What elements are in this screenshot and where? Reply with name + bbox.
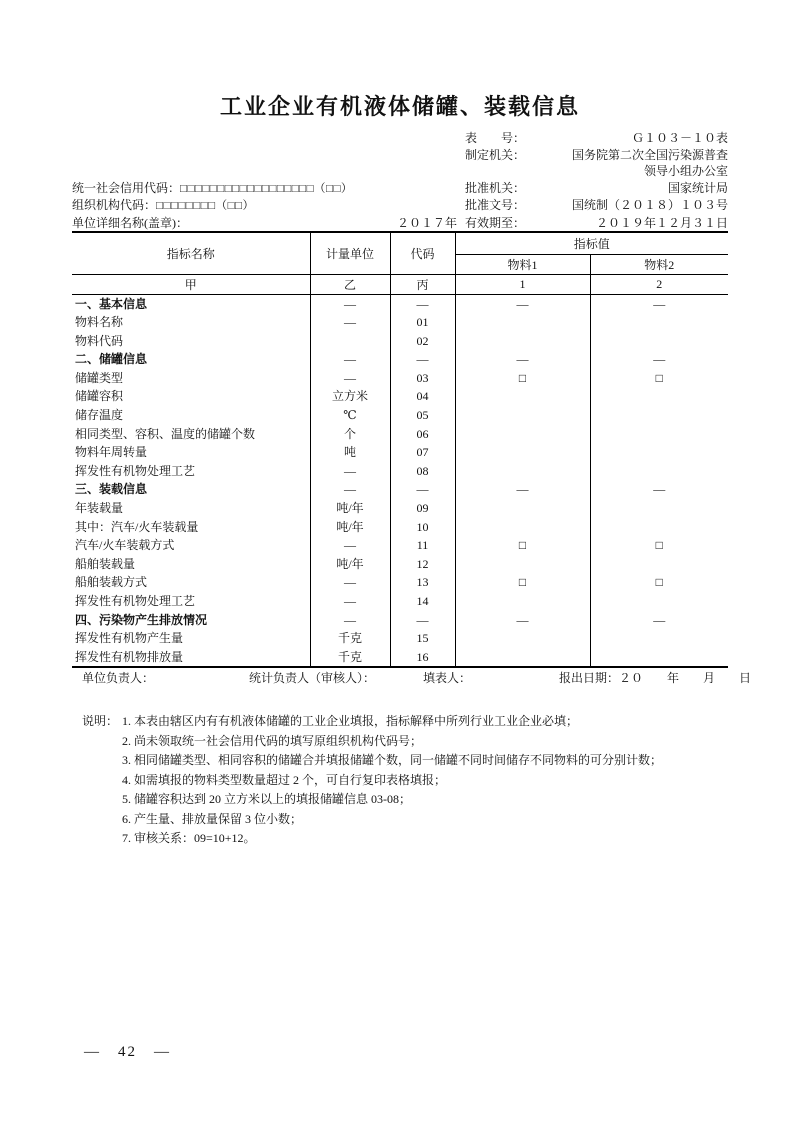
unit-cell: 吨/年 [310,499,390,518]
unit-head-label: 单位负责人： [82,671,155,686]
unit-cell: ℃ [310,406,390,425]
unit-cell: — [310,573,390,592]
meta-left-spacer [72,163,465,180]
code-cell: — [390,350,455,369]
col1-cell: 1 [455,274,590,294]
credit-code-label: 统一社会信用代码： [72,180,181,195]
material2-value-cell [590,443,728,462]
unit-cell: — [310,350,390,369]
org-code-label: 组织机构代码： [72,198,157,212]
header-row-1 [72,232,728,254]
material1-value-cell [455,648,590,668]
table-row [72,332,728,351]
indicator-name-cell: 二、储罐信息 [72,350,310,369]
credit-code-boxes: □□□□□□□□□□□□□□□□□□（□□） [180,182,353,195]
material2-value-cell [590,313,728,332]
material1-value-cell [455,425,590,444]
notes-label: 说明： [82,714,119,729]
signature-row [72,668,752,689]
col-header-unit: 计量单位 [310,232,390,274]
code-cell: — [390,611,455,630]
form-number-label: 表 号： [465,131,526,145]
stats-head-label: 统计负责人（审核人）： [249,671,376,686]
unit-cell: — [310,294,390,313]
unit-cell: 千克 [310,629,390,648]
validity-value: ２０１９年１２月３１日 [595,215,728,230]
indicator-name-cell: 相同类型、容积、温度的储罐个数 [72,425,310,444]
material2-value-cell [590,592,728,611]
table-row [72,387,728,406]
unit-cell: — [310,611,390,630]
issuing-agency-value-line2: 领导小组办公室 [643,164,728,178]
note-item: 3. 相同储罐类型、相同容积的储罐合并填报储罐个数，同一储罐不同时间储存不同物料的可分别计数； [122,753,663,768]
indicator-name-cell: 储罐容积 [72,387,310,406]
form-meta [72,130,728,231]
notes-section [82,712,728,849]
table-row [72,499,728,518]
org-code-line [72,197,465,215]
meta-left-spacer [72,147,465,164]
indicator-name-cell: 年装载量 [72,499,310,518]
material1-value-cell: — [455,350,590,369]
unit-cell: 个 [310,425,390,444]
indicator-name-cell: 储存温度 [72,406,310,425]
unit-cell: 吨 [310,443,390,462]
table-row [72,536,728,555]
code-cell: 16 [390,648,455,668]
unit-cell: — [310,480,390,499]
header-row-jia [72,274,728,294]
code-cell: — [390,294,455,313]
table-row [72,425,728,444]
note-item: 5. 储罐容积达到 20 立方米以上的填报储罐信息 03-08； [122,792,411,807]
code-cell: 15 [390,629,455,648]
material2-value-cell: □ [655,370,663,385]
report-year: ２０１７年 [396,215,457,230]
yi-cell: 乙 [310,274,390,294]
form-number-value: Ｇ１０３－１０表 [631,131,728,145]
note-item: 4. 如需填报的物料类型数量超过 2 个，可自行复印表格填报； [122,772,447,787]
code-cell: 04 [390,387,455,406]
table-row [72,611,728,630]
issuing-agency-value: 国务院第二次全国污染源普查 [571,147,728,162]
issuing-agency-label: 制定机关： [465,147,526,162]
material1-value-cell [455,592,590,611]
unit-cell: — [310,462,390,481]
unit-cell: 吨/年 [310,555,390,574]
material1-value-cell: □ [455,536,590,555]
material1-value-cell [455,499,590,518]
note-item: 7. 审核关系：09=10+12。 [122,831,256,846]
code-cell: 11 [390,536,455,555]
table-row [72,462,728,481]
material1-value-cell [455,555,590,574]
material1-value-cell [455,406,590,425]
material1-value-cell [455,313,590,332]
material1-value-cell [455,462,590,481]
unit-cell: 立方米 [310,387,390,406]
material1-value-cell [455,518,590,537]
indicator-name-cell: 一、基本信息 [72,294,310,313]
table-row [72,518,728,537]
page-title: 工业企业有机液体储罐、装载信息 [219,94,580,119]
bing-cell: 丙 [390,274,455,294]
table-row [72,443,728,462]
material2-value-cell: — [653,612,666,627]
jia-cell: 甲 [72,274,310,294]
table-row [72,573,728,592]
code-cell: 03 [390,369,455,388]
indicator-name-cell: 物料名称 [72,313,310,332]
table-row [72,369,728,388]
unit-cell: — [310,369,390,388]
notes-list [122,712,728,849]
indicator-name-cell: 挥发性有机物产生量 [72,629,310,648]
code-cell: 14 [390,592,455,611]
unit-cell: — [310,313,390,332]
material2-value-cell: — [653,482,666,497]
material1-value-cell: — [455,480,590,499]
table-row [72,350,728,369]
indicator-name-cell: 挥发性有机物处理工艺 [72,462,310,481]
material2-value-cell [590,499,728,518]
approval-doc-label: 批准文号： [465,198,526,212]
material2-value-cell [590,332,728,351]
material2-value-cell [590,555,728,574]
code-cell: 07 [390,443,455,462]
table-row [72,313,728,332]
col-header-indicator: 指标名称 [72,232,310,274]
code-cell: 09 [390,499,455,518]
indicator-name-cell: 四、污染物产生排放情况 [72,611,310,630]
meta-row-issuing-agency-line2 [72,163,728,180]
indicator-name-cell: 汽车/火车装载方式 [72,536,310,555]
table-row [72,480,728,499]
table-row [72,555,728,574]
code-cell: 05 [390,406,455,425]
indicator-name-cell: 物料代码 [72,332,310,351]
issuing-agency-label2 [465,163,543,180]
unit-name-label: 单位详细名称(盖章)： [72,215,188,230]
unit-cell: 吨/年 [310,518,390,537]
approval-agency-label: 批准机关： [465,180,526,195]
material1-value-cell [455,443,590,462]
material2-value-cell: □ [655,575,663,590]
approval-agency-value: 国家统计局 [667,180,728,195]
material2-value-cell [590,425,728,444]
material2-value-cell: — [653,296,666,311]
meta-row-credit-code [72,180,728,198]
indicator-name-cell: 挥发性有机物处理工艺 [72,592,310,611]
unit-cell: — [310,536,390,555]
code-cell: 10 [390,518,455,537]
material2-value-cell [590,629,728,648]
material1-value-cell: — [455,294,590,313]
material1-value-cell [455,332,590,351]
note-item: 1. 本表由辖区内有有机液体储罐的工业企业填报，指标解释中所列行业工业企业必填； [122,714,579,729]
col-header-material2: 物料2 [590,254,728,274]
table-row [72,648,728,668]
indicator-name-cell: 船舶装载方式 [72,573,310,592]
validity-label: 有效期至： [465,215,526,230]
unit-cell: — [310,592,390,611]
org-code-boxes: □□□□□□□□（□□） [156,200,255,212]
unit-cell [310,332,390,351]
material2-value-cell [590,518,728,537]
material2-value-cell [590,406,728,425]
material1-value-cell: □ [455,369,590,388]
col-header-code: 代码 [390,232,455,274]
material2-value-cell [590,648,728,668]
indicator-name-cell: 储罐类型 [72,369,310,388]
material1-value-cell [455,629,590,648]
approval-doc-value: 国统制（２０１８）１０３号 [571,198,728,212]
code-cell: — [390,480,455,499]
meta-row-unit-name [72,215,728,232]
meta-row-form-number [72,130,728,147]
indicator-name-cell: 其中：汽车/火车装载量 [72,518,310,537]
meta-row-issuing-agency [72,147,728,164]
note-item: 6. 产生量、排放量保留 3 位小数； [122,811,303,826]
meta-left-spacer [72,130,465,147]
report-date-label: 报出日期：２０ 年 月 日 [559,671,752,686]
code-cell: 01 [390,313,455,332]
material2-value-cell [590,462,728,481]
credit-code-line [72,180,465,198]
material2-value-cell [590,387,728,406]
material1-value-cell: — [455,611,590,630]
indicator-name-cell: 物料年周转量 [72,443,310,462]
preparer-label: 填表人： [423,671,472,686]
note-item: 2. 尚未领取统一社会信用代码的填写原组织机构代码号； [122,733,423,748]
table-row [72,294,728,313]
indicator-name-cell: 挥发性有机物排放量 [72,648,310,668]
col2-cell: 2 [590,274,728,294]
meta-row-org-code [72,197,728,215]
table-row [72,406,728,425]
code-cell: 02 [390,332,455,351]
indicator-name-cell: 三、装载信息 [72,480,310,499]
table-row [72,592,728,611]
unit-name-line [72,215,465,232]
code-cell: 12 [390,555,455,574]
indicator-name-cell: 船舶装载量 [72,555,310,574]
material2-value-cell: — [653,352,666,367]
col-header-value: 指标值 [455,232,728,254]
material1-value-cell [455,387,590,406]
code-cell: 08 [390,462,455,481]
page-number: — 42 — [84,1044,172,1060]
col-header-material1: 物料1 [455,254,590,274]
code-cell: 06 [390,425,455,444]
code-cell: 13 [390,573,455,592]
indicator-table [72,231,728,668]
table-row [72,629,728,648]
unit-cell: 千克 [310,648,390,668]
material2-value-cell: □ [655,538,663,553]
material1-value-cell: □ [455,573,590,592]
